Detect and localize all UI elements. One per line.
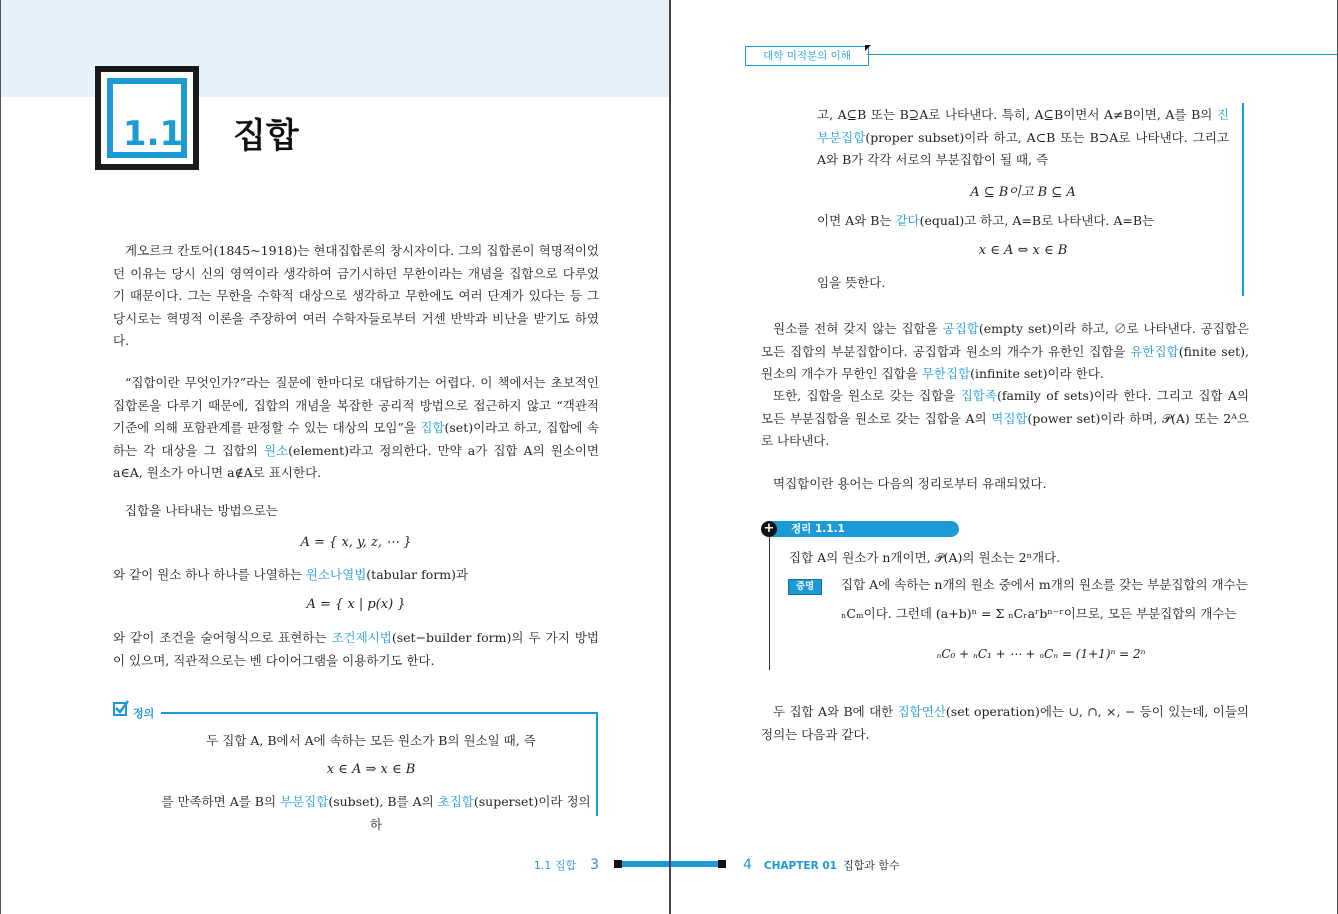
- definition-continued-3: 임을 뜻한다.: [817, 275, 886, 290]
- section-number: 1.1: [122, 114, 184, 154]
- footer-square-right: [718, 860, 726, 868]
- running-head-rule: [867, 54, 1338, 55]
- right-page: [669, 0, 1338, 914]
- definition-text: 두 집합 A, B에서 A에 속하는 모든 원소가 B의 원소일 때, 즉: [206, 733, 536, 748]
- keyword-proper-subset: 진부분집합: [817, 107, 1229, 145]
- formula-mutual-subset: A ⊆ B이고 B ⊆ A: [970, 185, 1076, 200]
- keyword-element: 원소: [264, 442, 289, 458]
- page-number-right: 4: [743, 857, 752, 873]
- empty-set-paragraph: 원소를 전혀 갖지 않는 집합을 공집합(empty set)이라 하고, ∅로 나타낸다. 공집합은 모든 집합의 부분집합이다. 공집합과 원소의 개수가 유한인 집합을 유한집합(finite set), 원소의 개수가 무한인 집합을 무한집합(infinite set)이라 한다.: [761, 321, 1249, 381]
- footer-left: [534, 857, 599, 873]
- running-head-marker: [865, 45, 871, 51]
- definition-continued-1: 고, A⊆B 또는 B⊇A로 나타낸다. 특히, A⊆B이면서 A≠B이면, A를 B의 진부분집합(proper subset)이라 하고, A⊂B 또는 B⊃A로 나타낸다. 그리고 A와 B가 각각 서로의 부분집합이 될 때, 즉: [817, 107, 1229, 167]
- power-set-paragraph: 또한, 집합을 원소로 갖는 집합을 집합족(family of sets)이라 한다. 그리고 집합 A의 모든 부분집합을 원소로 갖는 집합을 A의 멱집합(power set)이라 하며, 𝒫(A) 또는 2ᴬ으로 나타낸다.: [761, 388, 1249, 448]
- proof-label: 증명: [788, 579, 822, 595]
- footer-chapter-title: 집합과 함수: [842, 859, 900, 872]
- check-icon: [113, 700, 129, 716]
- keyword-finite-set: 유한집합: [1130, 343, 1179, 359]
- footer-chapter: CHAPTER 01: [763, 860, 837, 872]
- power-set-origin-paragraph: 멱집합이란 용어는 다음의 정리로부터 유래되었다.: [773, 476, 1047, 491]
- keyword-set: 집합: [420, 420, 445, 435]
- footer-bar-left: [614, 861, 669, 867]
- definition-border-top: [161, 712, 598, 714]
- formula-equal: x ∈ A ⇔ x ∈ B: [978, 243, 1068, 258]
- builder-paragraph: 와 같이 조건을 술어형식으로 표현하는 조건제시법(set−builder form)의 두 가지 방법이 있으며, 직관적으로는 벤 다이어그램을 이용하기도 한다.: [113, 630, 599, 668]
- formula-tabular: A = { x, y, z, ⋯ }: [300, 535, 412, 550]
- page-number-left: 3: [590, 857, 599, 873]
- definition-intro-paragraph: “집합이란 무엇인가?”라는 질문에 한마디로 대답하기는 어렵다. 이 책에서는 초보적인 집합론을 다루기 때문에, 집합의 개념을 복잡한 공리적 방법으로 접근하지 않고 “객관적 기준에 의해 포함관계를 판정할 수 있는 대상의 모임”을 집합(set)이라고 하고, 집합에 속하는 각 대상을 그 집합의 원소(element)라고 정의한다. 만약 a가 집합 A의 원소이면 a∈A, 원소가 아니면 a∉A로 표시한다.: [113, 375, 599, 480]
- section-title: 집합: [233, 116, 299, 156]
- keyword-set-operation: 집합연산: [897, 704, 946, 719]
- set-operation-paragraph: 두 집합 A와 B에 대한 집합연산(set operation)에는 ∪, ∩, ×, − 등이 있는데, 이들의 정의는 다음과 같다.: [761, 704, 1249, 742]
- footer-square-left: [614, 860, 622, 868]
- proof-formula: ₙC₀ + ₙC₁ + ⋯ + ₙCₙ = (1+1)ⁿ = 2ⁿ: [936, 647, 1146, 661]
- definition-label: 정의: [133, 707, 155, 720]
- plus-icon: +: [761, 521, 777, 537]
- keyword-empty-set: 공집합: [942, 321, 979, 336]
- proof-text-1: 집합 A에 속하는 n개의 원소 중에서 m개의 원소를 갖는 부분집합의 개수는: [841, 577, 1248, 592]
- footer-bar-right: [671, 861, 725, 867]
- keyword-superset: 초집합: [437, 794, 474, 809]
- theorem-text: 집합 A의 원소가 n개이면, 𝒫(A)의 원소는 2ⁿ개다.: [789, 550, 1061, 565]
- keyword-family-of-sets: 집합족: [960, 388, 997, 403]
- definition-continued-2: 이면 A와 B는 같다(equal)고 하고, A=B로 나타낸다. A=B는: [817, 213, 1155, 228]
- methods-paragraph: 집합을 나타내는 방법으로는: [125, 503, 278, 518]
- running-head: 대학 미적분의 이해: [745, 46, 869, 66]
- keyword-subset: 부분집합: [280, 794, 329, 809]
- section-number-box: [95, 66, 199, 170]
- definition-border-right: [596, 712, 598, 816]
- keyword-tabular-form: 원소나열법: [305, 567, 367, 582]
- definition-formula: x ∈ A ⇒ x ∈ B: [326, 762, 416, 777]
- definition-border-continued: [1242, 103, 1244, 296]
- formula-builder: A = { x | p(x) }: [306, 597, 406, 612]
- keyword-infinite-set: 무한집합: [921, 366, 971, 381]
- tabular-paragraph: 와 같이 원소 하나 하나를 나열하는 원소나열법(tabular form)과: [113, 567, 469, 582]
- keyword-set-builder: 조건제시법: [331, 630, 392, 645]
- keyword-equal: 같다: [895, 213, 920, 228]
- theorem-rule: [769, 537, 770, 670]
- definition-text-2: 를 만족하면 A를 B의 부분집합(subset), B를 A의 초집합(superset)이라 정의하: [161, 794, 591, 832]
- intro-paragraph: 게오르크 칸토어(1845~1918)는 현대집합론의 창시자이다. 그의 집합론이 혁명적이었던 이유는 당시 신의 영역이라 생각하여 금기시하던 무한이라는 개념을 집합으로 다루었기 때문이다. 그는 무한을 수학적 대상으로 생각하고 무한에도 여러 단계가 있다는 등 그 당시로는 혁명적 이론을 주장하여 여러 수학자들로부터 거센 반박과 비난을 받기도 하였다.: [113, 243, 599, 348]
- keyword-power-set: 멱집합: [991, 410, 1028, 426]
- proof-text-2: ₙCₘ이다. 그런데 (a+b)ⁿ = Σ ₙCᵣaʳbⁿ⁻ʳ이므로, 모든 부분집합의 개수는: [841, 606, 1237, 621]
- theorem-label: 정리 1.1.1: [791, 523, 845, 535]
- footer-right: [743, 857, 900, 873]
- footer-section: 1.1 집합: [533, 859, 577, 872]
